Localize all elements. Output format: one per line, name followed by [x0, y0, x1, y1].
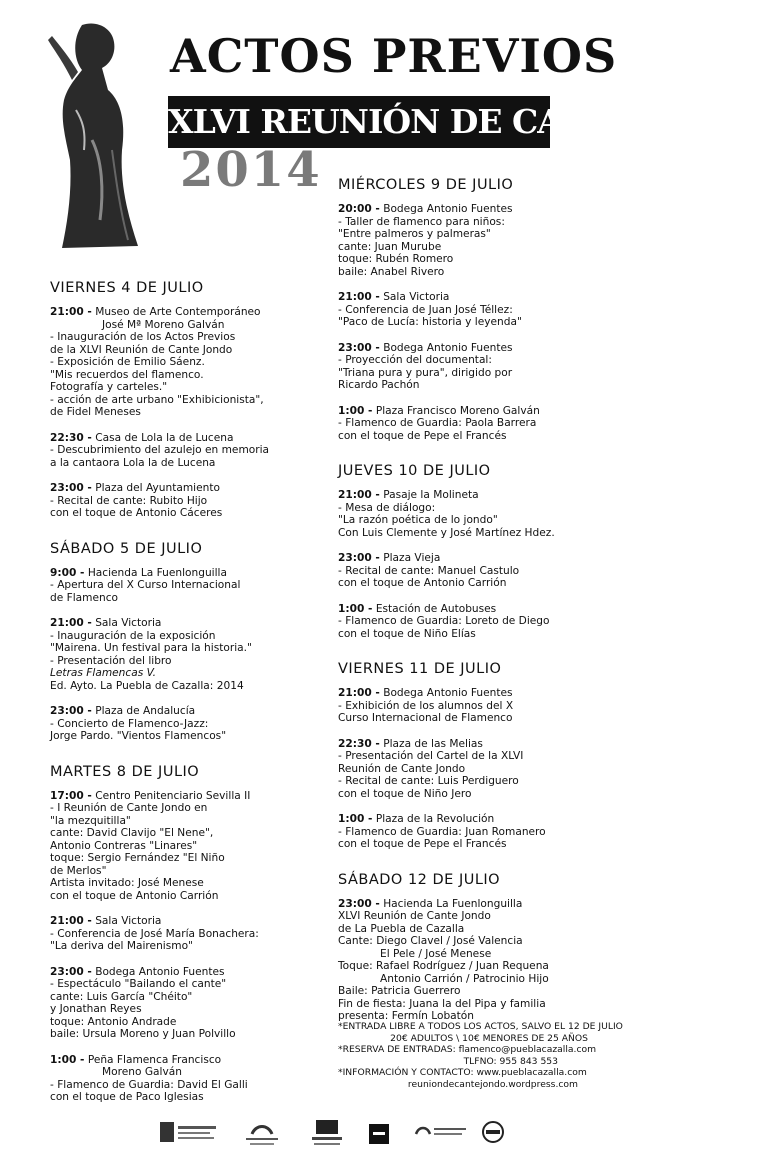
junta-andalucia-logo [242, 1118, 282, 1148]
event-detail-line [338, 910, 638, 923]
event-venue-line [338, 342, 638, 355]
event-text: - Apertura del X Curso Internacional [50, 579, 241, 591]
event-entry [338, 813, 638, 851]
ticket-info-notes [338, 1021, 638, 1090]
event-time: 21:00 - [50, 306, 92, 318]
ayuntamiento-logo [158, 1118, 218, 1148]
event-entry [50, 306, 340, 419]
event-detail-line [50, 579, 340, 592]
event-text: "Mairena. Un festival para la historia." [50, 642, 252, 654]
event-text: de La Puebla de Cazalla [338, 922, 465, 935]
event-text: - Presentación del libro [50, 654, 172, 667]
event-venue-line [50, 432, 340, 445]
event-text: con el toque de Antonio Carrión [50, 889, 219, 902]
day-block-viernes-11-de-julio [338, 659, 638, 870]
event-text: Plaza Vieja [383, 552, 441, 564]
event-text: con el toque de Niño Elías [338, 627, 476, 640]
event-entry [338, 552, 638, 590]
event-text: cante: Luis García "Chéito" [50, 990, 193, 1003]
event-text: "Mis recuerdos del flamenco. [50, 368, 204, 381]
note-phone: TLFNO: 955 843 553 [463, 1055, 558, 1067]
event-text: Sala Victoria [95, 915, 162, 927]
event-text: de Merlos" [50, 864, 107, 877]
event-detail-line [338, 763, 638, 776]
event-detail-line [50, 877, 340, 890]
event-detail-line [338, 266, 638, 279]
event-detail-line [338, 750, 638, 763]
junta-cultura-logo [412, 1118, 468, 1148]
event-text: - Mesa de diálogo: [338, 501, 436, 514]
day-heading: JUEVES 10 DE JULIO [338, 463, 491, 479]
event-text: con el toque de Antonio Cáceres [50, 507, 223, 519]
event-detail-line [50, 815, 340, 828]
event-detail-line [338, 577, 638, 590]
event-detail-line [338, 216, 638, 229]
event-entry [50, 705, 340, 743]
event-detail-line [338, 354, 638, 367]
event-text: XLVI Reunión de Cante Jondo [338, 910, 491, 922]
event-detail-line [338, 253, 638, 266]
event-time: 22:30 - [338, 737, 380, 750]
event-time: 23:00 - [50, 705, 92, 717]
event-text: Hacienda La Fuenlonguilla [87, 566, 227, 579]
event-text: de Fidel Meneses [50, 406, 141, 418]
event-time: 23:00 - [338, 897, 380, 910]
event-detail-line [50, 865, 340, 878]
event-detail-line [338, 615, 638, 628]
event-time: 21:00 - [50, 915, 92, 927]
event-text: Estación de Autobuses [375, 602, 497, 615]
event-time: 21:00 - [338, 489, 380, 501]
event-text: cante: David Clavijo "El Nene", [50, 827, 214, 839]
event-text: - Inauguración de los Actos Previos [50, 331, 236, 343]
event-text: - Descubrimiento del azulejo en memoria [50, 444, 270, 456]
event-text: Pasaje la Molineta [383, 489, 479, 501]
event-text: - Flamenco de Guardia: David El Galli [50, 1078, 248, 1091]
event-entry [50, 567, 340, 605]
event-text: - Flamenco de Guardia: Loreto de Diego [338, 615, 550, 627]
event-detail-line [50, 928, 340, 941]
event-text: - I Reunión de Cante Jondo en [50, 802, 208, 814]
event-text: Casa de Lola la de Lucena [95, 431, 234, 444]
event-text: - Conferencia de José María Bonachera: [50, 927, 259, 940]
event-text: - Conferencia de Juan José Téllez: [338, 303, 513, 316]
event-detail-line [338, 565, 638, 578]
event-time: 9:00 - [50, 566, 85, 579]
note-blog: reuniondecantejondo.wordpress.com [407, 1078, 578, 1090]
event-text: - Taller de flamenco para niños: [338, 215, 505, 228]
event-text: con el toque de Pepe el Francés [338, 838, 507, 850]
event-text: - Recital de cante: Luis Perdiguero [338, 775, 519, 787]
event-text: "Triana pura y pura", dirigido por [338, 366, 513, 379]
event-text: Plaza del Ayuntamiento [95, 482, 220, 494]
event-text: Reunión de Cante Jondo [338, 762, 466, 775]
event-detail-line [50, 319, 340, 332]
event-detail-line [50, 730, 340, 743]
event-detail-line [50, 1066, 340, 1079]
event-venue-line [338, 687, 638, 700]
event-time: 23:00 - [338, 552, 380, 564]
day-block-sabado-5-de-julio [50, 539, 340, 762]
event-text: presenta: Fermín Lobatón [338, 1010, 475, 1022]
event-detail-line [50, 978, 340, 991]
event-detail-line [50, 344, 340, 357]
event-text: "La razón poética de lo jondo" [338, 514, 498, 526]
event-detail-line [338, 775, 638, 788]
event-detail-line [338, 935, 638, 948]
event-entry [50, 617, 340, 692]
event-text: Artista invitado: José Menese [50, 877, 204, 889]
event-text: Peña Flamenca Francisco [87, 1053, 222, 1066]
event-time: 17:00 - [50, 789, 92, 802]
event-text: con el toque de Paco Iglesias [50, 1091, 204, 1103]
event-detail-line [50, 655, 340, 668]
event-detail-line [50, 630, 340, 643]
event-text: José Mª Moreno Galván [102, 318, 225, 331]
day-heading: VIERNES 4 DE JULIO [50, 280, 204, 296]
event-detail-line [338, 826, 638, 839]
event-text: - Recital de cante: Manuel Castulo [338, 564, 520, 577]
event-text: El Pele / José Menese [380, 947, 492, 960]
event-text: Antonio Contreras "Linares" [50, 839, 198, 852]
event-entry [50, 966, 340, 1041]
event-text: "Entre palmeros y palmeras" [338, 228, 491, 240]
day-block-sabado-12-de-julio [338, 870, 638, 1042]
event-text: Sala Victoria [95, 617, 162, 629]
sponsor-logos [150, 1118, 510, 1150]
event-entry [338, 603, 638, 641]
event-detail-line [338, 838, 638, 851]
event-venue-line [50, 1054, 340, 1067]
event-detail-line [50, 495, 340, 508]
event-detail-line [50, 680, 340, 693]
event-detail-line [50, 890, 340, 903]
event-text: "Paco de Lucía: historia y leyenda" [338, 316, 522, 328]
event-detail-line [338, 417, 638, 430]
event-text: - Exposición de Emilio Sáenz. [50, 356, 205, 368]
bodega-logo [368, 1118, 390, 1148]
event-detail-line [50, 852, 340, 865]
event-venue-line [338, 898, 638, 911]
event-text: - Concierto de Flamenco-Jazz: [50, 717, 209, 730]
event-detail-line [338, 430, 638, 443]
event-text: baile: Anabel Rivero [338, 265, 445, 278]
event-detail-line [50, 406, 340, 419]
event-text: Letras Flamencas V. [50, 667, 156, 679]
note-reservations: *RESERVA DE ENTRADAS: flamenco@pueblacazalla.com [338, 1044, 597, 1055]
event-venue-line [338, 552, 638, 565]
event-detail-line [50, 940, 340, 953]
event-text: Toque: Rafael Rodríguez / Juan Requena [338, 960, 549, 972]
event-text: - Espectáculo "Bailando el cante" [50, 978, 227, 990]
event-text: Cante: Diego Clavel / José Valencia [338, 935, 523, 947]
event-detail-line [338, 514, 638, 527]
day-heading: MARTES 8 DE JULIO [50, 763, 200, 780]
event-text: "La deriva del Mairenismo" [50, 940, 193, 952]
event-detail-line [50, 1079, 340, 1092]
event-text: Fin de fiesta: Juana la del Pipa y familia [338, 997, 546, 1010]
day-block-martes-8-de-julio [50, 762, 340, 1123]
event-detail-line [338, 998, 638, 1011]
event-detail-line [338, 712, 638, 725]
event-detail-line [338, 788, 638, 801]
event-venue-line [338, 405, 638, 418]
event-detail-line [50, 840, 340, 853]
event-text: Plaza Francisco Moreno Galván [375, 404, 540, 417]
event-detail-line [338, 228, 638, 241]
reunion-cante-jondo-logo [310, 1118, 344, 1148]
event-time: 1:00 - [338, 602, 373, 615]
note-prices: 20€ ADULTOS \ 10€ MENORES DE 25 AÑOS [390, 1032, 588, 1044]
event-detail-line [50, 369, 340, 382]
event-text: Fotografía y carteles." [50, 381, 168, 393]
event-detail-line [50, 1091, 340, 1104]
event-text: Curso Internacional de Flamenco [338, 712, 513, 724]
event-venue-line [50, 306, 340, 319]
event-detail-line [50, 642, 340, 655]
event-detail-line [338, 379, 638, 392]
day-block-viernes-4-de-julio [50, 278, 340, 539]
event-venue-line [338, 813, 638, 826]
event-detail-line [338, 628, 638, 641]
event-venue-line [50, 617, 340, 630]
event-text: Baile: Patricia Guerrero [338, 985, 461, 997]
event-text: - Presentación del Cartel de la XLVI [338, 750, 524, 762]
event-venue-line [338, 489, 638, 502]
event-detail-line [50, 827, 340, 840]
event-text: Bodega Antonio Fuentes [383, 203, 513, 215]
event-detail-line [338, 527, 638, 540]
event-entry [50, 1054, 340, 1104]
page-title: ACTOS PREVIOS [170, 29, 618, 83]
event-text: Ed. Ayto. La Puebla de Cazalla: 2014 [50, 679, 244, 692]
event-time: 21:00 - [338, 687, 380, 699]
event-venue-line [50, 790, 340, 803]
event-detail-line [50, 457, 340, 470]
event-text: - Proyección del documental: [338, 354, 492, 366]
event-detail-line [50, 356, 340, 369]
event-entry [338, 687, 638, 725]
event-entry [50, 432, 340, 470]
event-text: Sala Victoria [383, 291, 450, 303]
event-entry [338, 489, 638, 539]
circle-logo [480, 1118, 506, 1148]
day-heading: SÁBADO 12 DE JULIO [338, 871, 501, 888]
event-detail-line [338, 241, 638, 254]
event-venue-line [338, 738, 638, 751]
event-detail-line [338, 700, 638, 713]
event-text: - Exhibición de los alumnos del X [338, 699, 514, 712]
event-time: 20:00 - [338, 203, 380, 215]
event-entry [338, 738, 638, 801]
event-text: toque: Antonio Andrade [50, 1015, 177, 1028]
event-text: Ricardo Pachón [338, 379, 420, 391]
event-detail-line [338, 985, 638, 998]
event-venue-line [338, 291, 638, 304]
event-detail-line [338, 367, 638, 380]
event-text: de Flamenco [50, 591, 118, 604]
event-detail-line [50, 802, 340, 815]
event-venue-line [50, 966, 340, 979]
dancer-figure-illustration [42, 20, 150, 252]
event-text: Con Luis Clemente y José Martínez Hdez. [338, 526, 555, 539]
event-venue-line [50, 482, 340, 495]
event-detail-line [50, 331, 340, 344]
event-text: Museo de Arte Contemporáneo [95, 306, 261, 318]
event-text: Centro Penitenciario Sevilla II [95, 789, 251, 802]
event-entry [50, 482, 340, 520]
event-text: Plaza de la Revolución [375, 813, 495, 825]
event-detail-line [50, 444, 340, 457]
event-text: con el toque de Niño Jero [338, 787, 472, 800]
day-heading: SÁBADO 5 DE JULIO [50, 540, 203, 557]
event-detail-line [50, 381, 340, 394]
event-detail-line [50, 667, 340, 680]
event-time: 22:30 - [50, 431, 92, 444]
event-text: con el toque de Antonio Carrión [338, 577, 507, 589]
event-text: y Jonathan Reyes [50, 1003, 142, 1015]
day-block-jueves-10-de-julio [338, 461, 638, 659]
event-venue-line [338, 603, 638, 616]
day-heading: MIÉRCOLES 9 DE JULIO [338, 177, 514, 193]
event-text: - Flamenco de Guardia: Paola Barrera [338, 417, 537, 429]
event-text: Antonio Carrión / Patrocinio Hijo [380, 972, 549, 985]
event-text: con el toque de Pepe el Francés [338, 429, 507, 442]
event-detail-line [338, 316, 638, 329]
event-time: 1:00 - [338, 813, 373, 825]
event-detail-line [338, 960, 638, 973]
event-text: - Inauguración de la exposición [50, 629, 216, 642]
event-text: Jorge Pardo. "Vientos Flamencos" [50, 730, 227, 742]
event-detail-line [338, 304, 638, 317]
event-detail-line [338, 923, 638, 936]
event-text: cante: Juan Murube [338, 240, 442, 253]
event-text: Bodega Antonio Fuentes [95, 965, 225, 978]
event-time: 23:00 - [50, 482, 92, 494]
event-year: 2014 [180, 142, 322, 198]
event-text: - acción de arte urbano "Exhibicionista", [50, 393, 264, 406]
event-venue-line [338, 203, 638, 216]
event-text: Bodega Antonio Fuentes [383, 341, 513, 354]
event-text: Plaza de Andalucía [95, 705, 196, 717]
event-detail-line [338, 973, 638, 986]
event-detail-line [50, 991, 340, 1004]
event-text: - Recital de cante: Rubito Hijo [50, 494, 208, 507]
event-entry [338, 898, 638, 1023]
event-entry [50, 915, 340, 953]
day-heading: VIERNES 11 DE JULIO [338, 661, 502, 677]
event-text: toque: Sergio Fernández "El Niño [50, 852, 225, 864]
event-text: Moreno Galván [102, 1066, 182, 1078]
event-text: Hacienda La Fuenlonguilla [383, 897, 523, 910]
event-detail-line [338, 948, 638, 961]
event-time: 1:00 - [338, 404, 373, 417]
event-text: - Flamenco de Guardia: Juan Romanero [338, 825, 546, 838]
event-text: a la cantaora Lola la de Lucena [50, 456, 216, 469]
event-detail-line [50, 592, 340, 605]
event-text: baile: Ursula Moreno y Juan Polvillo [50, 1028, 236, 1040]
event-venue-line [50, 915, 340, 928]
event-time: 23:00 - [338, 341, 380, 354]
event-time: 1:00 - [50, 1053, 85, 1066]
event-detail-line [50, 718, 340, 731]
event-detail-line [338, 502, 638, 515]
event-detail-line [50, 394, 340, 407]
event-text: de la XLVI Reunión de Cante Jondo [50, 343, 233, 356]
schedule-left-column [50, 278, 340, 1123]
event-text: "la mezquitilla" [50, 814, 131, 827]
event-time: 23:00 - [50, 965, 92, 978]
event-text: Bodega Antonio Fuentes [383, 687, 513, 699]
event-text: Plaza de las Melias [383, 737, 483, 750]
day-block-miercoles-9-de-julio [338, 175, 638, 461]
event-entry [338, 342, 638, 392]
note-entry: *ENTRADA LIBRE A TODOS LOS ACTOS, SALVO EL 12 DE JULIO [338, 1021, 623, 1032]
schedule-right-column [338, 175, 638, 1042]
event-entry [338, 405, 638, 443]
page-subtitle: XLVI REUNIÓN DE CANTE JONDO [168, 96, 550, 148]
event-detail-line [50, 1028, 340, 1041]
note-contact: *INFORMACIÓN Y CONTACTO: www.pueblacazalla.com [338, 1067, 587, 1078]
event-detail-line [50, 1003, 340, 1016]
event-entry [50, 790, 340, 903]
event-venue-line [50, 567, 340, 580]
event-venue-line [50, 705, 340, 718]
event-text: toque: Rubén Romero [338, 253, 454, 265]
event-time: 21:00 - [338, 291, 380, 303]
event-detail-line [50, 507, 340, 520]
event-entry [338, 203, 638, 278]
event-time: 21:00 - [50, 617, 92, 629]
event-detail-line [50, 1016, 340, 1029]
event-entry [338, 291, 638, 329]
